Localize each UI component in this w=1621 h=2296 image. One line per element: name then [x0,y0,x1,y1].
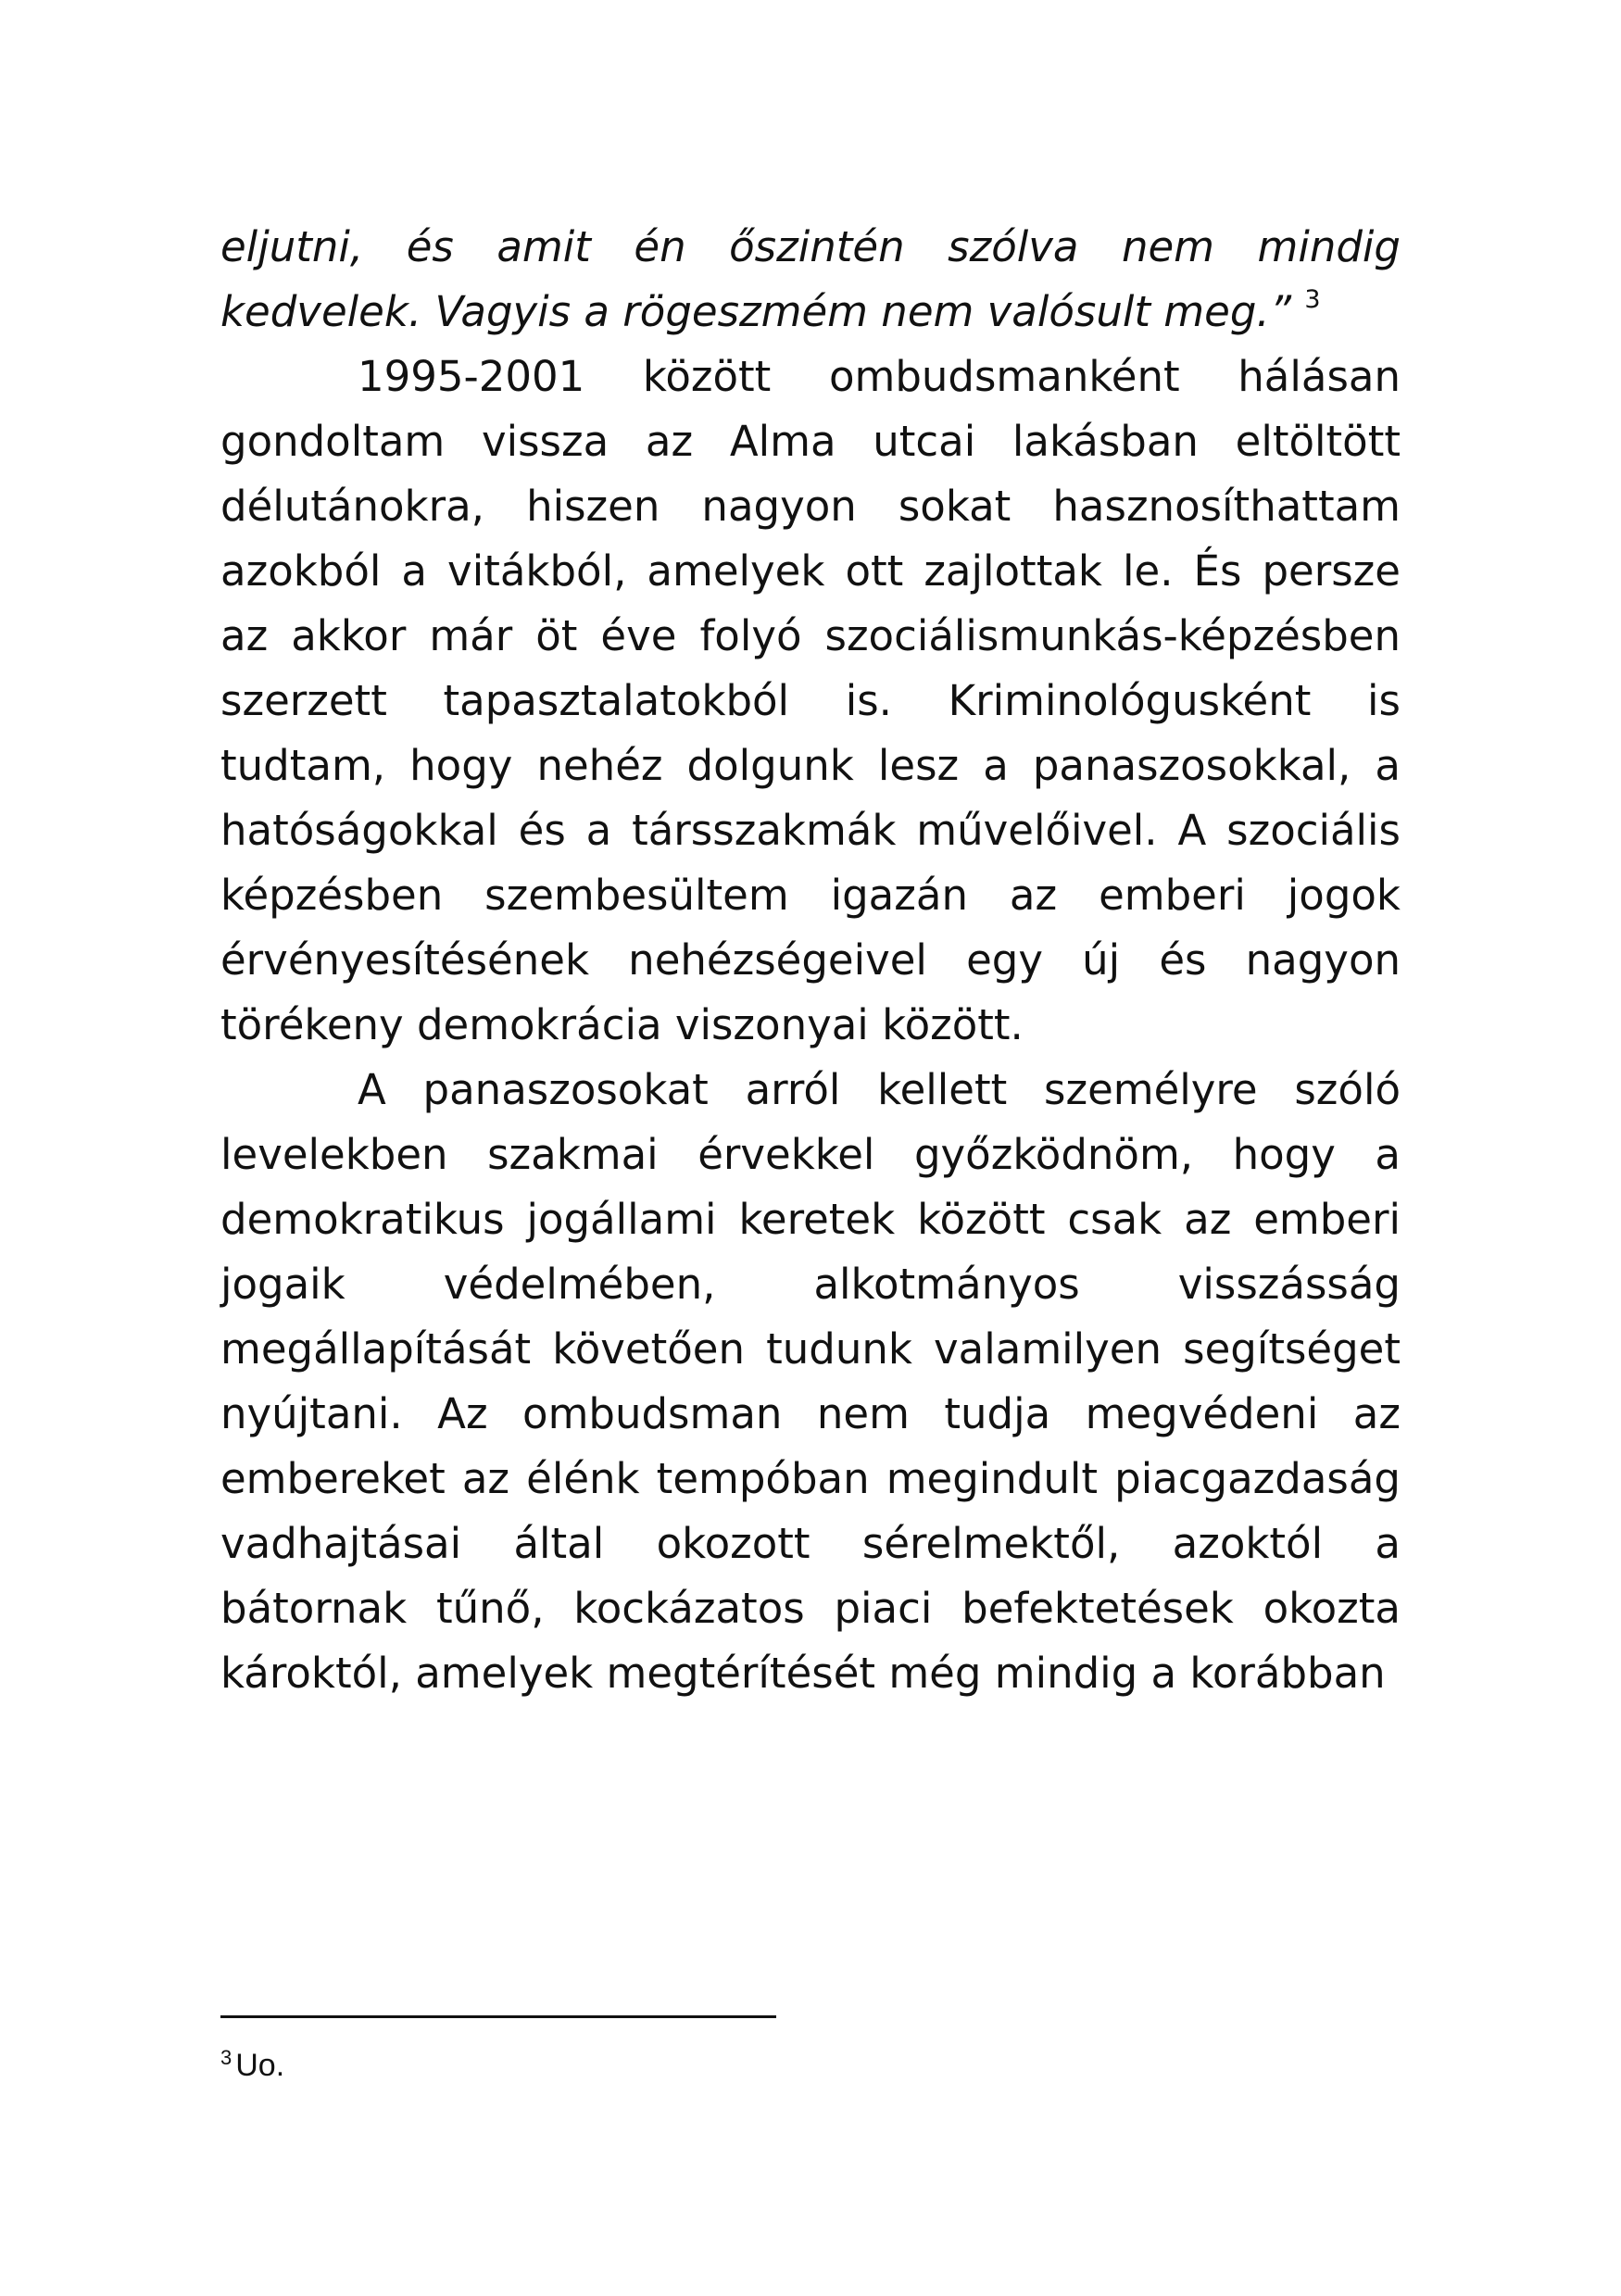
quote-text: eljutni, és amit én őszintén szólva nem mindig kedvelek. Vagyis a rögeszmém nem valósult meg.” [220,222,1401,336]
page-body [220,215,1401,1706]
paragraph-1: 1995-2001 között ombudsmanként hálásan gondoltam vissza az Alma utcai lakásban eltöltött délutánokra, hiszen nagyon sokat hasznosíthattam azokból a vitákból, amelyek ott zajlottak le. És persze az akkor már öt éve folyó szociálismunkás-képzésben szerzett tapasztalatokból is. Kriminológusként is tudtam, hogy nehéz dolgunk lesz a panaszosokkal, a hatóságokkal és a társszakmák művelőivel. A szociális képzésben szembesültem igazán az emberi jogok érvényesítésének nehézségeivel egy új és nagyon törékeny demokrácia viszonyai között. [220,352,1401,1049]
footnote-reference: 3 [1304,285,1321,314]
footnote-number: 3 [220,2046,232,2069]
footnote [220,2047,284,2084]
footnote-text: Uo. [235,2048,285,2083]
footnote-separator [220,2015,776,2018]
quote-paragraph [220,215,1401,345]
paragraph-2: A panaszosokat arról kellett személyre szóló levelekben szakmai érvekkel győzködnöm, hogy a demokratikus jogállami keretek között csak az emberi jogaik védelmében, alkotmányos visszásság megállapítását követően tudunk valamilyen segítséget nyújtani. Az ombudsman nem tudja megvédeni az embereket az élénk tempóban megindult piacgazdaság vadhajtásai által okozott sérelmektől, azoktól a bátornak tűnő, kockázatos piaci befektetések okozta károktól, amelyek megtérítését még mindig a korábban [220,1065,1401,1698]
